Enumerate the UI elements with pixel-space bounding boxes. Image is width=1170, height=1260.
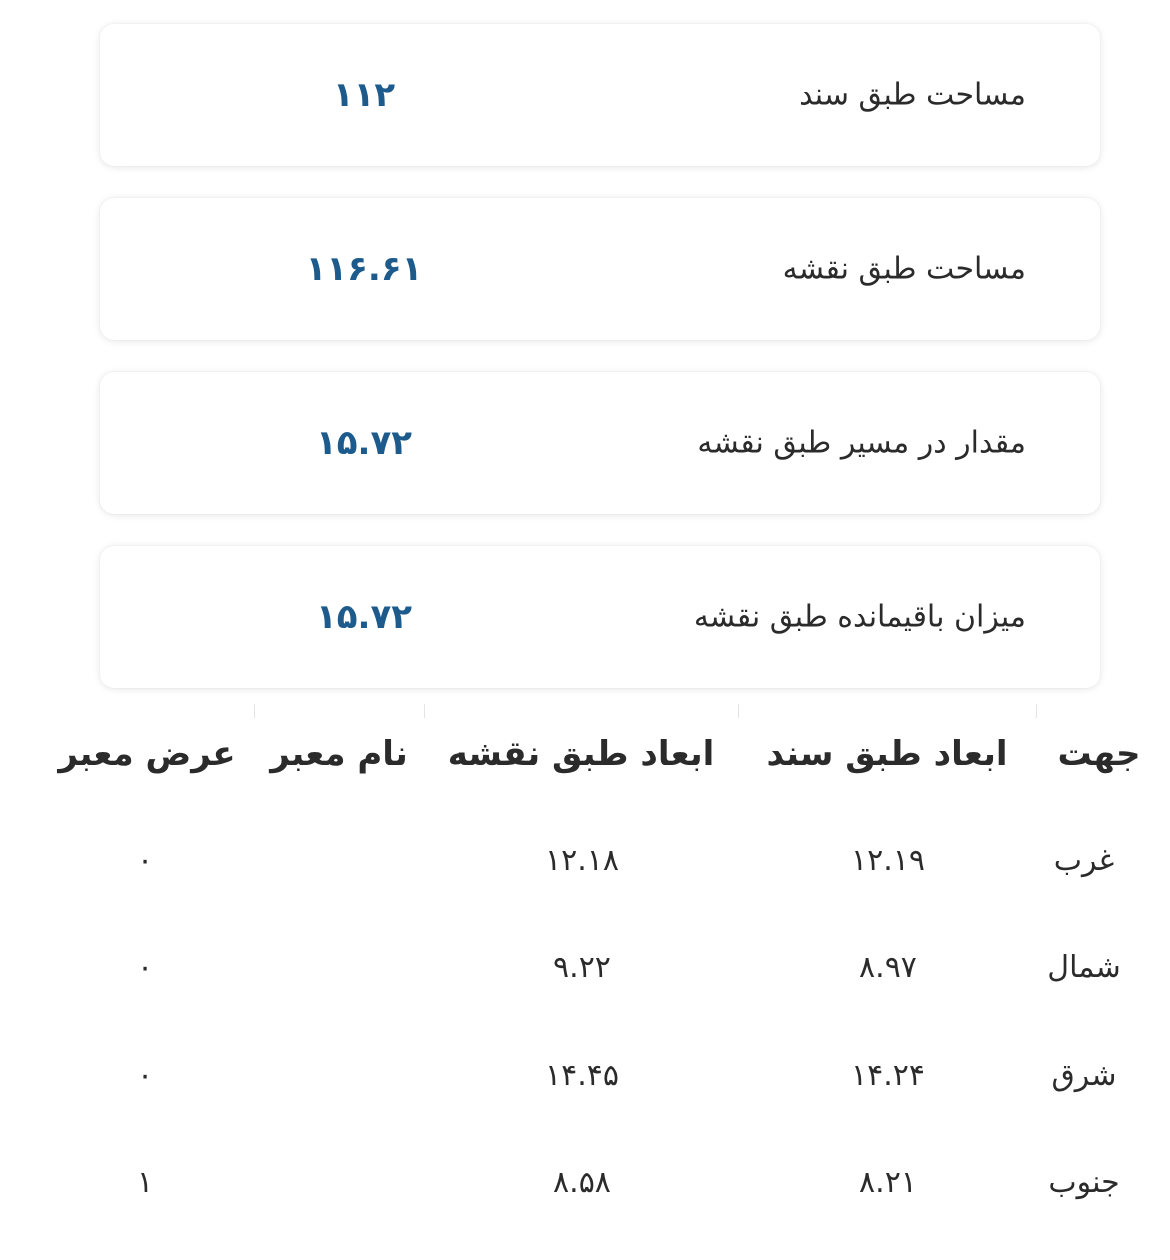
cell-passage-name <box>254 831 424 891</box>
card-label: مقدار در مسیر طبق نقشه <box>697 425 1026 461</box>
cell-map-dimension: ۱۲.۱۸ <box>545 843 619 878</box>
card-deed-area <box>100 24 1100 166</box>
table-row <box>0 831 1170 891</box>
card-remaining-amount <box>100 546 1100 688</box>
table-row <box>0 1153 1170 1213</box>
table-row <box>0 938 1170 998</box>
header-map-dimensions: ابعاد طبق نقشه <box>447 734 715 774</box>
cell-direction: شمال <box>1047 950 1121 985</box>
card-value: ۱۱۲ <box>332 75 396 115</box>
cell-passage-name <box>254 938 424 998</box>
cell-deed-dimension: ۱۲.۱۹ <box>851 843 925 878</box>
cell-direction: غرب <box>1053 843 1115 878</box>
cell-deed-dimension: ۱۴.۲۴ <box>851 1058 925 1093</box>
cell-direction: شرق <box>1051 1058 1117 1093</box>
header-passage-name: نام معبر <box>270 734 408 774</box>
column-divider <box>424 704 425 718</box>
cell-map-dimension: ۸.۵۸ <box>553 1165 611 1200</box>
column-divider <box>1036 704 1037 718</box>
cell-passage-width: ۰ <box>136 950 154 985</box>
cell-deed-dimension: ۸.۲۱ <box>859 1165 917 1200</box>
column-divider <box>738 704 739 718</box>
card-value: ۱۱۶.۶۱ <box>305 249 423 289</box>
card-path-amount <box>100 372 1100 514</box>
card-label: میزان باقیمانده طبق نقشه <box>693 599 1026 635</box>
cell-passage-width: ۱ <box>136 1165 154 1200</box>
card-map-area <box>100 198 1100 340</box>
header-passage-width: عرض معبر <box>58 734 236 774</box>
header-deed-dimensions: ابعاد طبق سند <box>766 734 1008 774</box>
header-direction: جهت <box>1057 734 1141 774</box>
cell-passage-name <box>254 1153 424 1213</box>
cell-passage-width: ۰ <box>136 843 154 878</box>
cell-passage-name <box>254 1046 424 1106</box>
dimensions-table <box>0 704 1170 1260</box>
column-divider <box>254 704 255 718</box>
cell-map-dimension: ۱۴.۴۵ <box>545 1058 619 1093</box>
card-label: مساحت طبق نقشه <box>782 251 1026 287</box>
cell-map-dimension: ۹.۲۲ <box>553 950 611 985</box>
card-label: مساحت طبق سند <box>799 77 1026 113</box>
cell-direction: جنوب <box>1048 1165 1120 1200</box>
cell-deed-dimension: ۸.۹۷ <box>859 950 917 985</box>
cell-passage-width: ۰ <box>136 1058 154 1093</box>
card-value: ۱۵.۷۲ <box>316 597 412 637</box>
card-value: ۱۵.۷۲ <box>316 423 412 463</box>
table-row <box>0 1046 1170 1106</box>
